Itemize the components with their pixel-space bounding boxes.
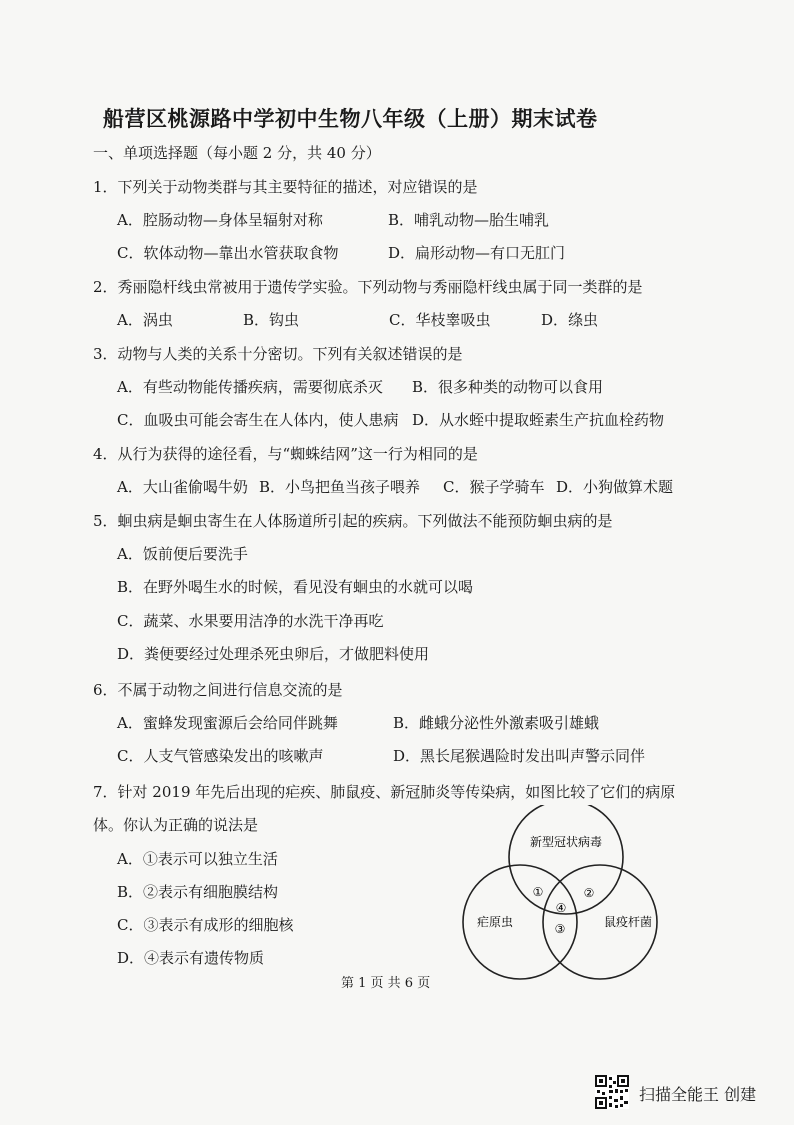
pathogen-venn-diagram <box>450 805 675 985</box>
question-6-option-c: C．人支气管感染发出的咳嗽声 <box>117 747 324 765</box>
question-5-option-d: D．粪便要经过处理杀死虫卵后，才做肥料使用 <box>117 645 430 663</box>
venn-circle-virus <box>509 805 623 914</box>
section-heading: 一、单项选择题（每小题 2 分，共 40 分） <box>93 144 381 162</box>
question-6-stem: 6．不属于动物之间进行信息交流的是 <box>93 681 343 699</box>
question-1-stem: 1．下列关于动物类群与其主要特征的描述，对应错误的是 <box>93 178 478 196</box>
question-4-option-c: C．猴子学骑车 <box>443 478 545 496</box>
question-6-option-d: D．黑长尾猴遇险时发出叫声警示同伴 <box>393 747 646 765</box>
question-4-option-d: D．小狗做算术题 <box>556 478 674 496</box>
question-5-option-a: A．饭前便后要洗手 <box>117 545 248 563</box>
question-5-stem: 5．蛔虫病是蛔虫寄生在人体肠道所引起的疾病。下列做法不能预防蛔虫病的是 <box>93 512 613 530</box>
question-6-option-b: B．雌蛾分泌性外激素吸引雄蛾 <box>393 714 600 732</box>
exam-title: 船营区桃源路中学初中生物八年级（上册）期末试卷 <box>103 106 598 131</box>
venn-mark-3: ③ <box>554 922 566 936</box>
page-number: 第 1 页 共 6 页 <box>341 976 431 991</box>
question-7-option-c: C．③表示有成形的细胞核 <box>117 916 294 934</box>
question-4-option-b: B．小鸟把鱼当孩子喂养 <box>259 478 421 496</box>
venn-label-bacterium: 鼠疫杆菌 <box>603 915 653 929</box>
venn-mark-2: ② <box>583 886 595 900</box>
question-1-option-d: D．扁形动物—有口无肛门 <box>388 244 566 262</box>
venn-mark-1: ① <box>532 885 544 899</box>
question-5-option-b: B．在野外喝生水的时候，看见没有蛔虫的水就可以喝 <box>117 578 474 596</box>
question-2-option-c: C．华枝睾吸虫 <box>389 311 491 329</box>
question-1-option-b: B．哺乳动物—胎生哺乳 <box>388 211 550 229</box>
question-2-option-d: D．绦虫 <box>541 311 599 329</box>
question-7-option-d: D．④表示有遗传物质 <box>117 949 265 967</box>
question-2-option-b: B．钩虫 <box>243 311 300 329</box>
question-5-option-c: C．蔬菜、水果要用洁净的水洗干净再吃 <box>117 612 384 630</box>
question-7-option-b: B．②表示有细胞膜结构 <box>117 883 279 901</box>
question-1-option-c: C．软体动物—靠出水管获取食物 <box>117 244 339 262</box>
question-4-stem: 4．从行为获得的途径看，与“蜘蛛结网”这一行为相同的是 <box>93 445 478 463</box>
question-3-stem: 3．动物与人类的关系十分密切。下列有关叙述错误的是 <box>93 345 463 363</box>
question-3-option-c: C．血吸虫可能会寄生在人体内，使人患病 <box>117 411 399 429</box>
scanner-watermark: 扫描全能王 创建 <box>639 1085 757 1104</box>
question-3-option-a: A．有些动物能传播疾病，需要彻底杀灭 <box>117 378 383 396</box>
venn-label-virus: 新型冠状病毒 <box>529 835 603 849</box>
venn-mark-4: ④ <box>555 901 567 915</box>
question-2-stem: 2．秀丽隐杆线虫常被用于遗传学实验。下列动物与秀丽隐杆线虫属于同一类群的是 <box>93 278 643 296</box>
question-3-option-d: D．从水蛭中提取蛭素生产抗血栓药物 <box>412 411 665 429</box>
question-7-stem-continued: 体。你认为正确的说法是 <box>93 816 259 834</box>
question-7-stem: 7．针对 2019 年先后出现的疟疾、肺鼠疫、新冠肺炎等传染病，如图比较了它们的病原 <box>93 783 676 801</box>
question-1-option-a: A．腔肠动物—身体呈辐射对称 <box>117 211 323 229</box>
question-6-option-a: A．蜜蜂发现蜜源后会给同伴跳舞 <box>117 714 338 732</box>
question-2-option-a: A．涡虫 <box>117 311 173 329</box>
question-7-option-a: A．①表示可以独立生活 <box>117 850 278 868</box>
qr-code-icon <box>595 1075 629 1109</box>
question-4-option-a: A．大山雀偷喝牛奶 <box>117 478 248 496</box>
venn-label-plasmodium: 疟原虫 <box>476 915 514 929</box>
question-3-option-b: B．很多种类的动物可以食用 <box>412 378 604 396</box>
